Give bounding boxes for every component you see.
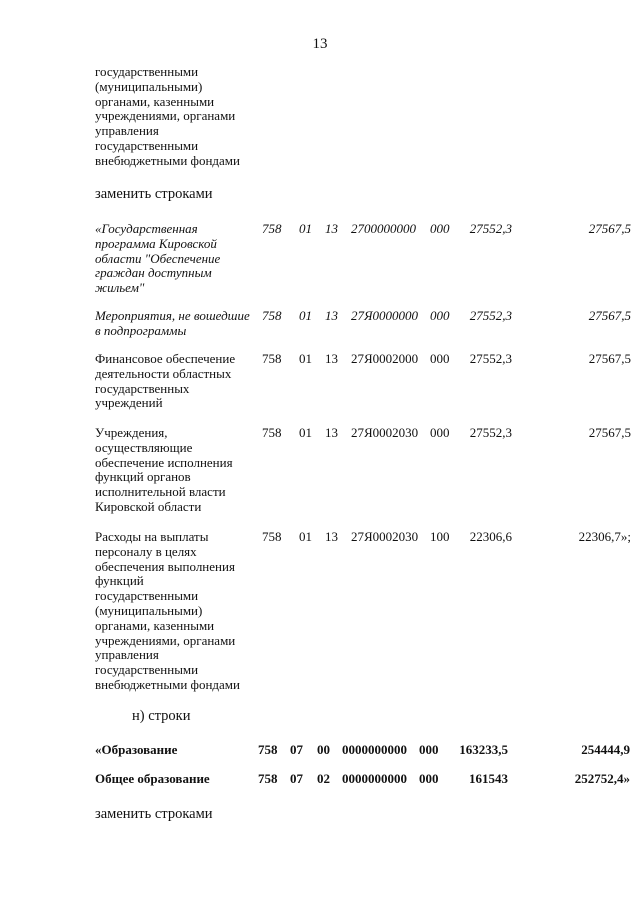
row-name-line: (муниципальными) bbox=[95, 602, 203, 618]
amount-2-cell: 22306,7»; bbox=[578, 529, 631, 544]
grbs-cell: 758 bbox=[262, 425, 282, 440]
row-name bbox=[95, 309, 260, 339]
expense-type-cell: 000 bbox=[430, 425, 450, 440]
continued-line: (муниципальными) bbox=[95, 78, 203, 94]
page-number: 13 bbox=[312, 36, 328, 52]
row-name-line: исполнительной власти bbox=[95, 484, 226, 500]
row-name-line: Расходы на выплаты bbox=[95, 529, 209, 544]
section-cell: 01 bbox=[299, 529, 312, 544]
amount-1-cell: 161543 bbox=[469, 771, 508, 786]
target-item-cell: 27Я0002030 bbox=[351, 529, 419, 544]
row-name-line: функций органов bbox=[95, 469, 191, 485]
row-name-line: Мероприятия, не вошедшие bbox=[95, 308, 250, 323]
row-name-line: «Государственная bbox=[95, 221, 198, 236]
expense-type-cell: 000 bbox=[430, 221, 450, 236]
row-name bbox=[95, 743, 260, 758]
row-name-line: учреждениями, органами bbox=[95, 632, 236, 648]
grbs-cell: 758 bbox=[262, 351, 282, 366]
grbs-cell: 758 bbox=[262, 308, 282, 323]
target-item-cell: 27Я0002000 bbox=[351, 351, 419, 366]
replace-heading: заменить строками bbox=[95, 806, 213, 822]
amount-2-cell: 254444,9 bbox=[581, 742, 630, 757]
amount-2-cell: 27567,5 bbox=[588, 351, 631, 366]
row-name bbox=[95, 530, 260, 693]
subsection-cell: 00 bbox=[317, 742, 330, 757]
row-name-line: обеспечение исполнения bbox=[95, 454, 233, 470]
row-name bbox=[95, 772, 260, 787]
target-item-cell: 27Я0002030 bbox=[351, 425, 419, 440]
amount-1-cell: 27552,3 bbox=[469, 308, 512, 323]
row-name-line: государственными bbox=[95, 662, 199, 678]
subsection-cell: 13 bbox=[325, 351, 338, 366]
subsection-cell: 13 bbox=[325, 308, 338, 323]
expense-type-cell: 000 bbox=[419, 771, 439, 786]
subsection-cell: 13 bbox=[325, 425, 338, 440]
row-name bbox=[95, 426, 260, 515]
row-name-line: в подпрограммы bbox=[95, 322, 187, 338]
grbs-cell: 758 bbox=[258, 742, 278, 757]
amount-1-cell: 163233,5 bbox=[459, 742, 508, 757]
continued-line: государственными bbox=[95, 137, 199, 153]
row-name-line: внебюджетными фондами bbox=[95, 676, 240, 692]
subsection-cell: 13 bbox=[325, 529, 338, 544]
grbs-cell: 758 bbox=[262, 221, 282, 236]
expense-type-cell: 000 bbox=[430, 351, 450, 366]
row-name-line: функций bbox=[95, 573, 144, 589]
target-item-cell: 0000000000 bbox=[342, 771, 407, 786]
replace-heading: заменить строками bbox=[95, 186, 213, 202]
row-name-line: учреждений bbox=[95, 395, 163, 411]
amount-2-cell: 252752,4» bbox=[574, 771, 630, 786]
row-name-line: Общее образование bbox=[95, 771, 210, 786]
amount-1-cell: 27552,3 bbox=[469, 425, 512, 440]
grbs-cell: 758 bbox=[262, 529, 282, 544]
section-heading: н) строки bbox=[132, 708, 191, 724]
expense-type-cell: 100 bbox=[430, 529, 450, 544]
continued-line: управления bbox=[95, 123, 159, 139]
subsection-cell: 02 bbox=[317, 771, 330, 786]
expense-type-cell: 000 bbox=[419, 742, 439, 757]
row-name-line: персоналу в целях bbox=[95, 543, 197, 559]
continued-line: учреждениями, органами bbox=[95, 108, 236, 124]
row-name-line: деятельности областных bbox=[95, 365, 232, 381]
row-name-line: программа Кировской bbox=[95, 235, 217, 251]
row-name bbox=[95, 352, 260, 411]
amount-1-cell: 22306,6 bbox=[469, 529, 512, 544]
row-name bbox=[95, 222, 260, 296]
section-cell: 01 bbox=[299, 221, 312, 236]
continued-line: государственными bbox=[95, 64, 199, 79]
continued-text bbox=[95, 65, 255, 169]
row-name-line: органами, казенными bbox=[95, 617, 215, 633]
row-name-line: Кировской области bbox=[95, 498, 202, 514]
row-name-line: области "Обеспечение bbox=[95, 250, 221, 266]
section-cell: 01 bbox=[299, 308, 312, 323]
row-name-line: государственными bbox=[95, 588, 199, 604]
amount-2-cell: 27567,5 bbox=[588, 221, 631, 236]
row-name-line: обеспечения выполнения bbox=[95, 558, 235, 574]
row-name-line: Финансовое обеспечение bbox=[95, 351, 236, 366]
row-name-line: осуществляющие bbox=[95, 439, 193, 455]
amount-1-cell: 27552,3 bbox=[469, 351, 512, 366]
amount-2-cell: 27567,5 bbox=[588, 308, 631, 323]
row-name-line: управления bbox=[95, 647, 159, 663]
amount-1-cell: 27552,3 bbox=[469, 221, 512, 236]
row-name-line: Учреждения, bbox=[95, 425, 168, 440]
target-item-cell: 0000000000 bbox=[342, 742, 407, 757]
section-cell: 07 bbox=[290, 742, 303, 757]
continued-line: внебюджетными фондами bbox=[95, 152, 240, 168]
section-cell: 01 bbox=[299, 425, 312, 440]
expense-type-cell: 000 bbox=[430, 308, 450, 323]
row-name-line: жильем" bbox=[95, 280, 145, 296]
section-cell: 01 bbox=[299, 351, 312, 366]
row-name-line: государственных bbox=[95, 380, 190, 396]
grbs-cell: 758 bbox=[258, 771, 278, 786]
subsection-cell: 13 bbox=[325, 221, 338, 236]
row-name-line: граждан доступным bbox=[95, 265, 212, 281]
target-item-cell: 27Я0000000 bbox=[351, 308, 419, 323]
amount-2-cell: 27567,5 bbox=[588, 425, 631, 440]
continued-line: органами, казенными bbox=[95, 93, 215, 109]
row-name-line: «Образование bbox=[95, 742, 178, 757]
section-cell: 07 bbox=[290, 771, 303, 786]
target-item-cell: 2700000000 bbox=[351, 221, 416, 236]
